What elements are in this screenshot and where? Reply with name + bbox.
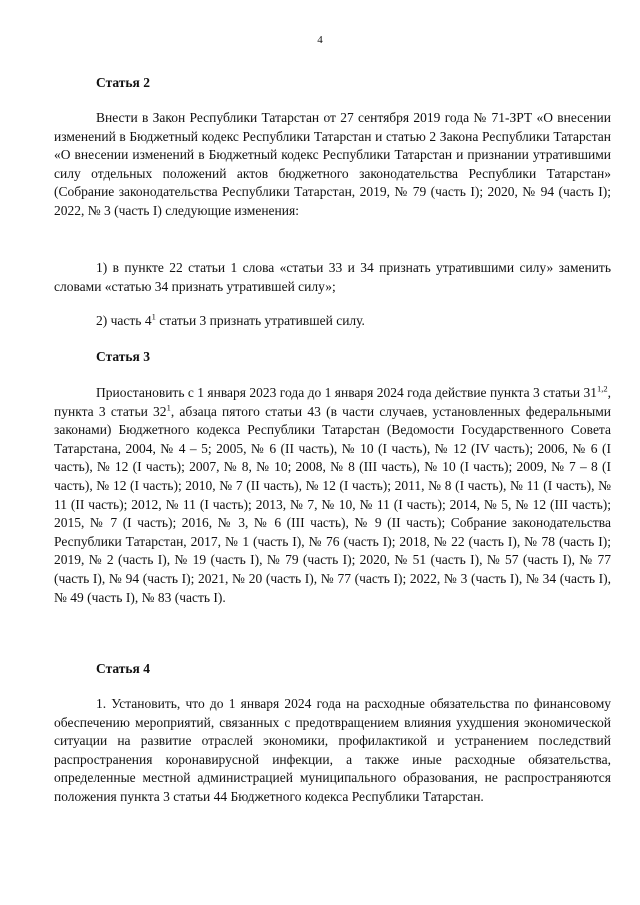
item-2-text-end: статьи 3 признать утратившей силу.: [155, 313, 365, 328]
article-3-superscript-2: 1: [166, 402, 171, 413]
article-4-heading: Статья 4: [96, 661, 150, 676]
page-number: 4: [317, 34, 323, 46]
article-4-paragraph-1: 1. Установить, что до 1 января 2024 года на расходные обязательства по финансовому обеспечению мероприятий, связанных с предотвращением влияния ухудшения экономической ситуации на развитие отраслей экономики, профилактикой и устранением последствий распространения коронавирусной инфекции, а также иные расходные обязательства, определенные местной администрацией муниципального образования, не распространяются положения пункта 3 статьи 44 Бюджетного кодекса Республики Татарстан.: [54, 696, 611, 804]
article-3-heading: Статья 3: [96, 349, 150, 364]
article-3-paragraph: [54, 384, 611, 607]
item-2-superscript: 1: [151, 311, 156, 322]
article-2-intro: Внести в Закон Республики Татарстан от 27 сентября 2019 года № 71-ЗРТ «О внесении изменений в Бюджетный кодекс Республики Татарстан и статью 2 Закона Республики Татарстан «О внесении изменений в Бюджетный кодекс Республики Татарстан и признании утратившими силу отдельных положений актов бюджетного законодательства Республики Татарстан» (Собрание законодательства Республики Татарстан, 2019, № 79 (часть I); 2020, № 94 (часть I); 2022, № 3 (часть I) следующие изменения:: [54, 110, 611, 218]
article-3-superscript-1: 1,2: [597, 383, 608, 394]
article-3-text-a: Приостановить с 1 января 2023 года до 1 января 2024 года действие пункта 3 статьи 31: [96, 385, 597, 400]
article-3-text-b: , пункта 3 статьи 32: [54, 385, 611, 419]
article-3-text-c: , абзаца пятого статьи 43 (в части случаев, установленных федеральными законами) Бюджетного кодекса Республики Татарстан (Ведомости Государственного Совета Татарстана, 2004, № 4 – 5; 2005, № 6 (II часть), № 10 (I часть), № 12 (IV часть); 2006, № 6 (I часть), № 12 (I часть); 2007, № 8, № 10; 2008, № 8 (III часть), № 10 (I часть); 2009, № 7 – 8 (I часть), № 12 (I часть); 2010, № 7 (II часть), № 12 (I часть); 2011, № 8 (I часть), № 11 (I часть), № 11 (II часть); 2012, № 11 (I часть); 2013, № 7, № 10, № 11 (I часть); 2014, № 5, № 12 (III часть); 2015, № 7 (I часть); 2016, № 3, № 6 (III часть), № 9 (II часть); Собрание законодательства Республики Татарстан, 2017, № 1 (часть I), № 76 (часть I); 2018, № 22 (часть I), № 78 (часть I); 2019, № 2 (часть I), № 19 (часть I), № 79 (часть I); 2020, № 51 (часть I), № 57 (часть I), № 77 (часть I), № 94 (часть I); 2021, № 20 (часть I), № 77 (часть I); 2022, № 3 (часть I), № 34 (часть I), № 49 (часть I), № 83 (часть I).: [54, 403, 611, 605]
article-2-heading: Статья 2: [96, 75, 150, 90]
article-2-item-2: [54, 312, 611, 331]
item-2-text-start: 2) часть 4: [96, 313, 152, 328]
article-2-item-1: 1) в пункте 22 статьи 1 слова «статьи 33 и 34 признать утратившими силу» заменить словами «статью 34 признать утратившей силу»;: [54, 260, 611, 294]
